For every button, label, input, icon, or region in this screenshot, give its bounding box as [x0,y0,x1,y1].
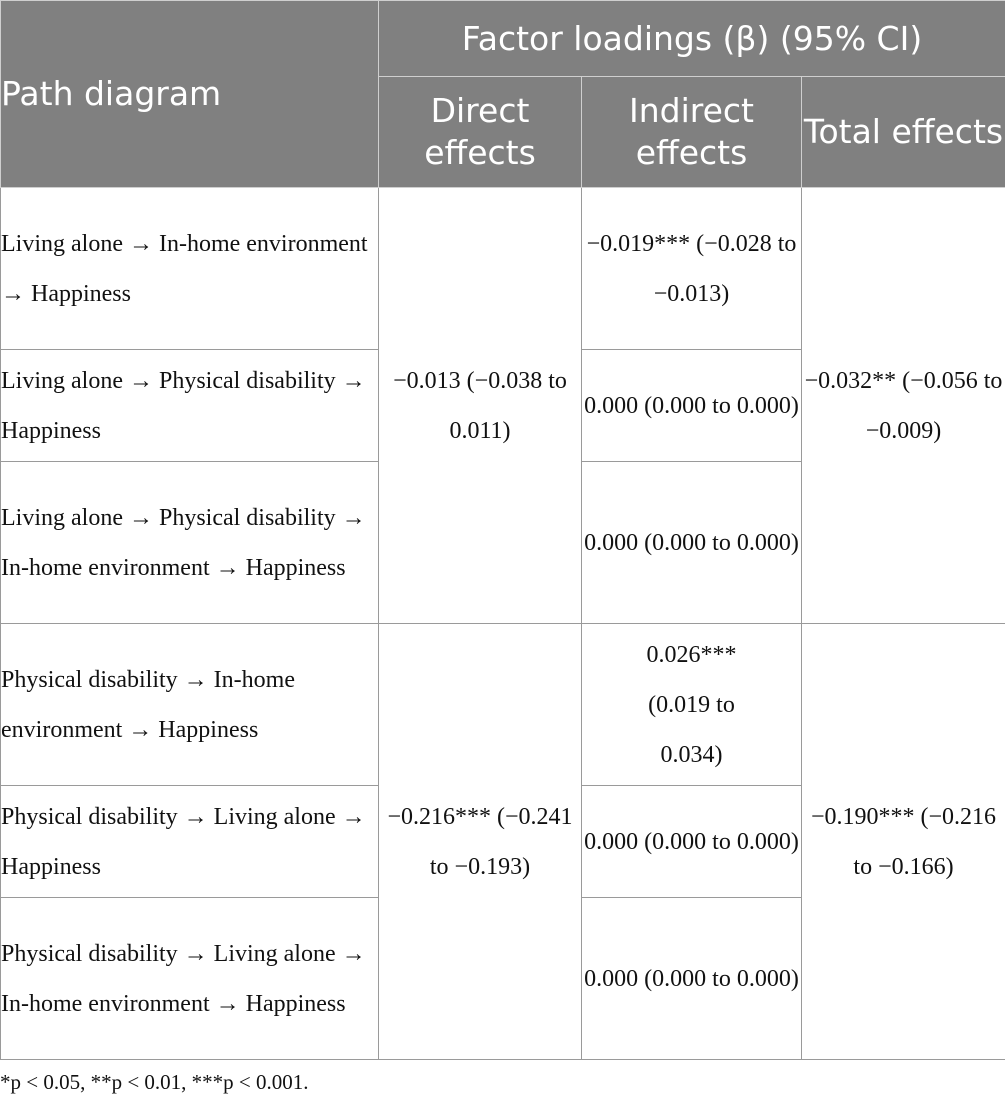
path-cell: Living alone → In-home environment → Happiness [1,188,379,350]
indirect-effects-header: Indirect effects [582,77,802,188]
table-row [1,188,1005,350]
direct-effects-header: Direct effects [379,77,582,188]
path-cell: Living alone → Physical disability → In-home environment → Happiness [1,462,379,624]
path-cell: Living alone → Physical disability → Happiness [1,350,379,462]
total-effects-header: Total effects [802,77,1005,188]
indirect-effect-cell: 0.000 (0.000 to 0.000) [582,786,802,898]
table-body [1,188,1005,1060]
indirect-effect-cell: −0.019*** (−0.028 to −0.013) [582,188,802,350]
indirect-effect-cell: 0.000 (0.000 to 0.000) [582,462,802,624]
total-effect-cell: −0.190*** (−0.216 to −0.166) [802,624,1005,1060]
indirect-effect-cell: 0.000 (0.000 to 0.000) [582,898,802,1060]
indirect-effect-cell: 0.000 (0.000 to 0.000) [582,350,802,462]
table-row [1,624,1005,786]
indirect-effect-cell: 0.026*** (0.019 to 0.034) [582,624,802,786]
direct-effect-cell: −0.013 (−0.038 to 0.011) [379,188,582,624]
direct-effect-cell: −0.216*** (−0.241 to −0.193) [379,624,582,1060]
table-header [1,1,1005,188]
path-diagram-header: Path diagram [1,1,379,188]
significance-footnote: *p < 0.05, **p < 0.01, ***p < 0.001. [0,1070,309,1094]
total-effect-cell: −0.032** (−0.056 to −0.009) [802,188,1005,624]
path-cell: Physical disability → In-home environment → Happiness [1,624,379,786]
factor-loadings-header: Factor loadings (β) (95% CI) [379,1,1005,77]
path-cell: Physical disability → Living alone → Happiness [1,786,379,898]
path-cell: Physical disability → Living alone → In-home environment → Happiness [1,898,379,1060]
